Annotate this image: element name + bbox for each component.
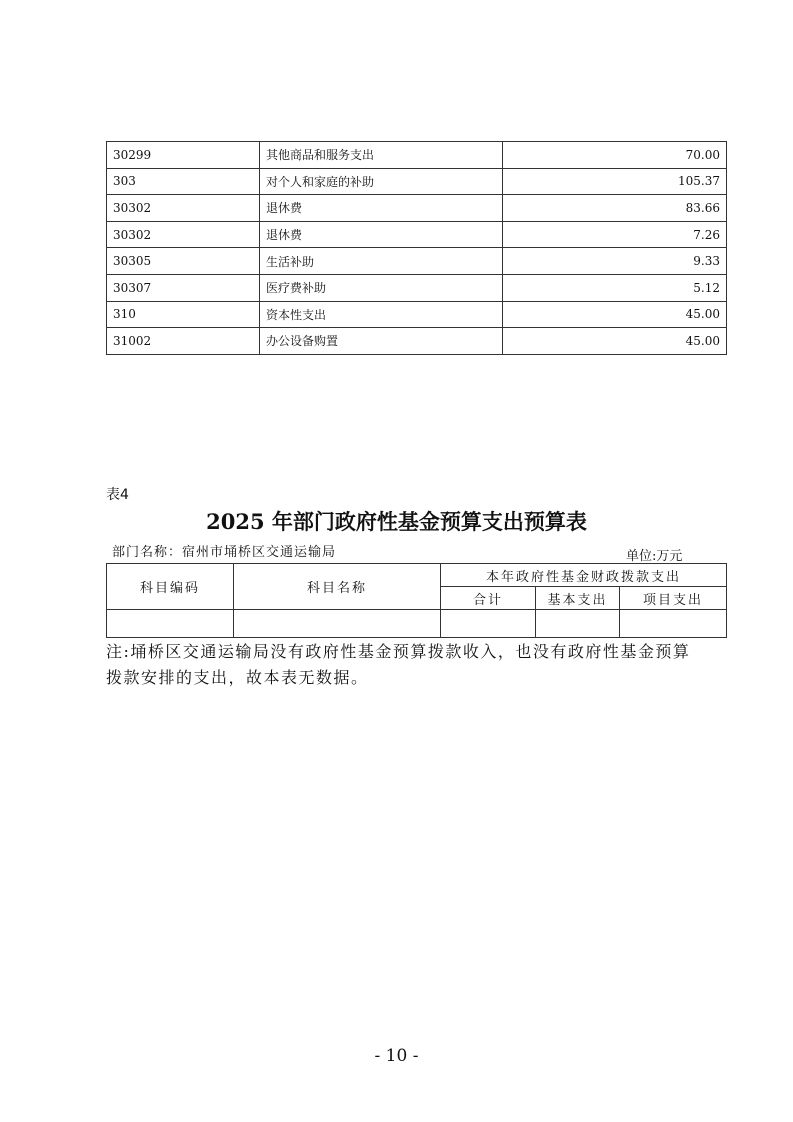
header-group: 本年政府性基金财政拨款支出: [441, 564, 727, 587]
header-project: 项目支出: [620, 587, 727, 610]
code-cell: 30302: [107, 195, 260, 222]
amount-cell: 9.33: [503, 248, 727, 275]
amount-cell: 45.00: [503, 301, 727, 328]
table-title: 2025 年部门政府性基金预算支出预算表: [206, 509, 587, 534]
department-name: 部门名称：宿州市埇桥区交通运输局: [112, 545, 337, 560]
table-row: [107, 301, 727, 328]
name-cell: 其他商品和服务支出: [260, 142, 503, 169]
expenditure-table: [106, 141, 727, 355]
code-cell: 31002: [107, 328, 260, 355]
amount-cell: 83.66: [503, 195, 727, 222]
name-cell: 退休费: [260, 195, 503, 222]
amount-cell: 7.26: [503, 221, 727, 248]
amount-cell: 70.00: [503, 142, 727, 169]
header-code: 科目编码: [107, 564, 234, 610]
table-row: [107, 221, 727, 248]
header-basic: 基本支出: [536, 587, 620, 610]
code-cell: 30299: [107, 142, 260, 169]
code-cell: 30302: [107, 221, 260, 248]
code-cell: 310: [107, 301, 260, 328]
fund-budget-table: [106, 563, 727, 638]
name-cell: 对个人和家庭的补助: [260, 168, 503, 195]
table-row: [107, 142, 727, 169]
table-label: 表4: [106, 487, 129, 503]
empty-cell: [107, 610, 234, 638]
name-cell: 医疗费补助: [260, 274, 503, 301]
empty-cell: [441, 610, 536, 638]
amount-cell: 5.12: [503, 274, 727, 301]
empty-cell: [620, 610, 727, 638]
name-cell: 办公设备购置: [260, 328, 503, 355]
empty-cell: [536, 610, 620, 638]
table-note: 注:埇桥区交通运输局没有政府性基金预算拨款收入，也没有政府性基金预算拨款安排的支出，故本表无数据。: [106, 642, 691, 687]
amount-cell: 105.37: [503, 168, 727, 195]
name-cell: 生活补助: [260, 248, 503, 275]
page-number: - 10 -: [374, 1046, 419, 1066]
code-cell: 30305: [107, 248, 260, 275]
table-row: [107, 195, 727, 222]
code-cell: 303: [107, 168, 260, 195]
header-total: 合计: [441, 587, 536, 610]
name-cell: 资本性支出: [260, 301, 503, 328]
unit-label: 单位:万元: [626, 549, 683, 564]
name-cell: 退休费: [260, 221, 503, 248]
header-name: 科目名称: [234, 564, 441, 610]
amount-cell: 45.00: [503, 328, 727, 355]
empty-cell: [234, 610, 441, 638]
table-row: [107, 248, 727, 275]
table-row: [107, 328, 727, 355]
code-cell: 30307: [107, 274, 260, 301]
table-row: [107, 168, 727, 195]
table-row: [107, 274, 727, 301]
